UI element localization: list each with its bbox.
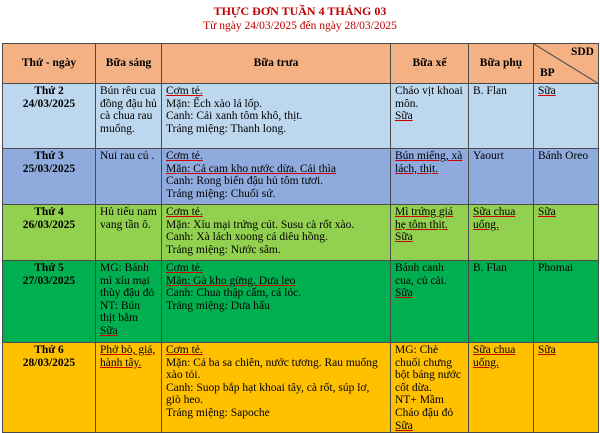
- afternoon-line: Sữa: [395, 419, 413, 432]
- lunch-line: Tráng miệng: Sapoche: [166, 406, 270, 419]
- day-cell: [3, 261, 96, 343]
- lunch-cell: [162, 84, 391, 149]
- lunch-line: Cơm tẻ.: [166, 150, 203, 162]
- menu-subtitle: Từ ngày 24/03/2025 đến ngày 28/03/2025: [203, 20, 397, 32]
- lunch-line: Canh: Suop bắp hạt khoai tây, cà rốt, súp lơ, giò heo.: [166, 381, 370, 407]
- sdd-cell: Sữa: [534, 205, 599, 261]
- day-cell: [3, 343, 96, 433]
- lunch-line: Canh: Chua thập cẩm, cá lóc.: [166, 287, 302, 300]
- afternoon-cell: [391, 343, 469, 433]
- breakfast-line: Bún rêu cua đồng đậu hủ cà chua rau muống.: [100, 85, 157, 135]
- lunch-line: Tráng miệng: Dưa hấu: [166, 299, 270, 312]
- day-date: 26/03/2025: [22, 219, 76, 231]
- afternoon-line: Bánh canh cua, củ cải.: [395, 262, 447, 287]
- table-row: [3, 261, 599, 343]
- lunch-line: Cơm tẻ.: [166, 344, 203, 356]
- afternoon-cell: [391, 84, 469, 149]
- day-name: Thứ 6: [34, 344, 64, 356]
- breakfast-cell: [96, 149, 162, 205]
- lunch-line: Tráng miệng: Chuối sứ.: [166, 187, 276, 200]
- header-bp: BP: [540, 67, 555, 80]
- breakfast-cell: [96, 205, 162, 261]
- breakfast-line: NT: Bún thịt bằm: [100, 299, 140, 325]
- day-cell: [3, 149, 96, 205]
- lunch-line: Mặn: Gà kho gừng. Dưa leo: [166, 274, 296, 287]
- breakfast-line: MG: Bánh mì xíu mại thùy đậu đỏ: [100, 262, 155, 300]
- afternoon-cell: [391, 149, 469, 205]
- lunch-line: Cơm tẻ.: [166, 85, 203, 97]
- afternoon-line: Mì trứng giá hẹ tôm thịt.: [395, 206, 453, 231]
- table-row: [3, 343, 599, 433]
- table-row: [3, 149, 599, 205]
- breakfast-cell: [96, 343, 162, 433]
- header-lunch: Bữa trưa: [162, 44, 391, 84]
- afternoon-line: Sữa: [395, 110, 413, 123]
- day-date: 28/03/2025: [22, 357, 76, 369]
- day-cell: [3, 205, 96, 261]
- lunch-line: Cơm tẻ.: [166, 262, 203, 274]
- header-day: Thứ - ngày: [3, 44, 96, 84]
- afternoon-line: NT+ Mầm Cháo đậu đỏ: [395, 394, 454, 419]
- afternoon-cell: [391, 205, 469, 261]
- lunch-line: Canh: Cải xanh tôm khô, thịt.: [166, 110, 303, 123]
- breakfast-line: Nui rau củ .: [100, 150, 155, 162]
- afternoon-line: Sữa: [395, 231, 413, 244]
- day-cell: [3, 84, 96, 149]
- breakfast-line: Phở bò, giá, hành tây.: [100, 344, 156, 369]
- extra-cell: Sữa chua uống.: [469, 343, 534, 433]
- header-sdd: SDD: [570, 46, 594, 58]
- lunch-cell: [162, 149, 391, 205]
- extra-cell: Yaourt: [469, 149, 534, 205]
- header-row: [3, 44, 599, 84]
- afternoon-line: Cháo vịt khoai môn.: [395, 85, 463, 110]
- day-name: Thứ 4: [34, 206, 64, 218]
- afternoon-cell: [391, 261, 469, 343]
- sdd-cell: Bánh Oreo: [534, 149, 599, 205]
- header-sdd-bp: [534, 44, 599, 84]
- day-name: Thứ 2: [34, 85, 64, 97]
- day-date: 24/03/2025: [22, 98, 76, 110]
- lunch-line: Mặn: Ếch xào lá lốp.: [166, 97, 263, 110]
- table-row: [3, 205, 599, 261]
- menu-title: THỰC ĐƠN TUẦN 4 THÁNG 03: [213, 4, 387, 18]
- breakfast-cell: [96, 261, 162, 343]
- lunch-line: Cơm tẻ.: [166, 206, 203, 218]
- lunch-line: Mặn: Cá cam kho nước dừa. Cải thìa: [166, 162, 336, 175]
- sdd-cell: Phomai: [534, 261, 599, 343]
- weekly-menu-table: [2, 43, 599, 433]
- extra-cell: B. Flan: [469, 261, 534, 343]
- sdd-cell: Sữa: [534, 84, 599, 149]
- day-date: 25/03/2025: [22, 163, 76, 175]
- day-date: 27/03/2025: [22, 275, 76, 287]
- extra-cell: Sữa chua uống.: [469, 205, 534, 261]
- title-block: [0, 0, 600, 40]
- breakfast-line: Sữa: [100, 324, 118, 337]
- afternoon-line: MG: Chè chuối chưng bột báng nước cốt dừa.: [395, 344, 461, 394]
- lunch-line: Canh: Xà lách xoong cá diêu hồng.: [166, 231, 328, 244]
- lunch-cell: [162, 205, 391, 261]
- lunch-line: Tráng miệng: Thanh long.: [166, 122, 287, 135]
- afternoon-line: Bún miếng, xà lách, thịt.: [395, 150, 463, 175]
- extra-cell: B. Flan: [469, 84, 534, 149]
- header-afternoon: Bữa xế: [391, 44, 469, 84]
- table-row: [3, 84, 599, 149]
- lunch-cell: [162, 343, 391, 433]
- header-breakfast: Bữa sáng: [96, 44, 162, 84]
- day-name: Thứ 5: [34, 262, 64, 274]
- lunch-line: Canh: Rong biển đậu hủ tôm tươi.: [166, 175, 324, 188]
- lunch-line: Mặn: Xíu mại trứng cút. Susu cà rốt xào.: [166, 218, 355, 231]
- lunch-cell: [162, 261, 391, 343]
- afternoon-line: Sữa: [395, 287, 413, 300]
- sdd-cell: Sữa: [534, 343, 599, 433]
- header-extra: Bữa phụ: [469, 44, 534, 84]
- breakfast-line: Hủ tiếu nam vang tần ô.: [100, 206, 157, 231]
- breakfast-cell: [96, 84, 162, 149]
- lunch-line: Tráng miệng: Nước sâm.: [166, 243, 281, 256]
- day-name: Thứ 3: [34, 150, 64, 162]
- lunch-line: Mặn: Cá ba sa chiên, nước tương. Rau muống xào tỏi.: [166, 356, 378, 382]
